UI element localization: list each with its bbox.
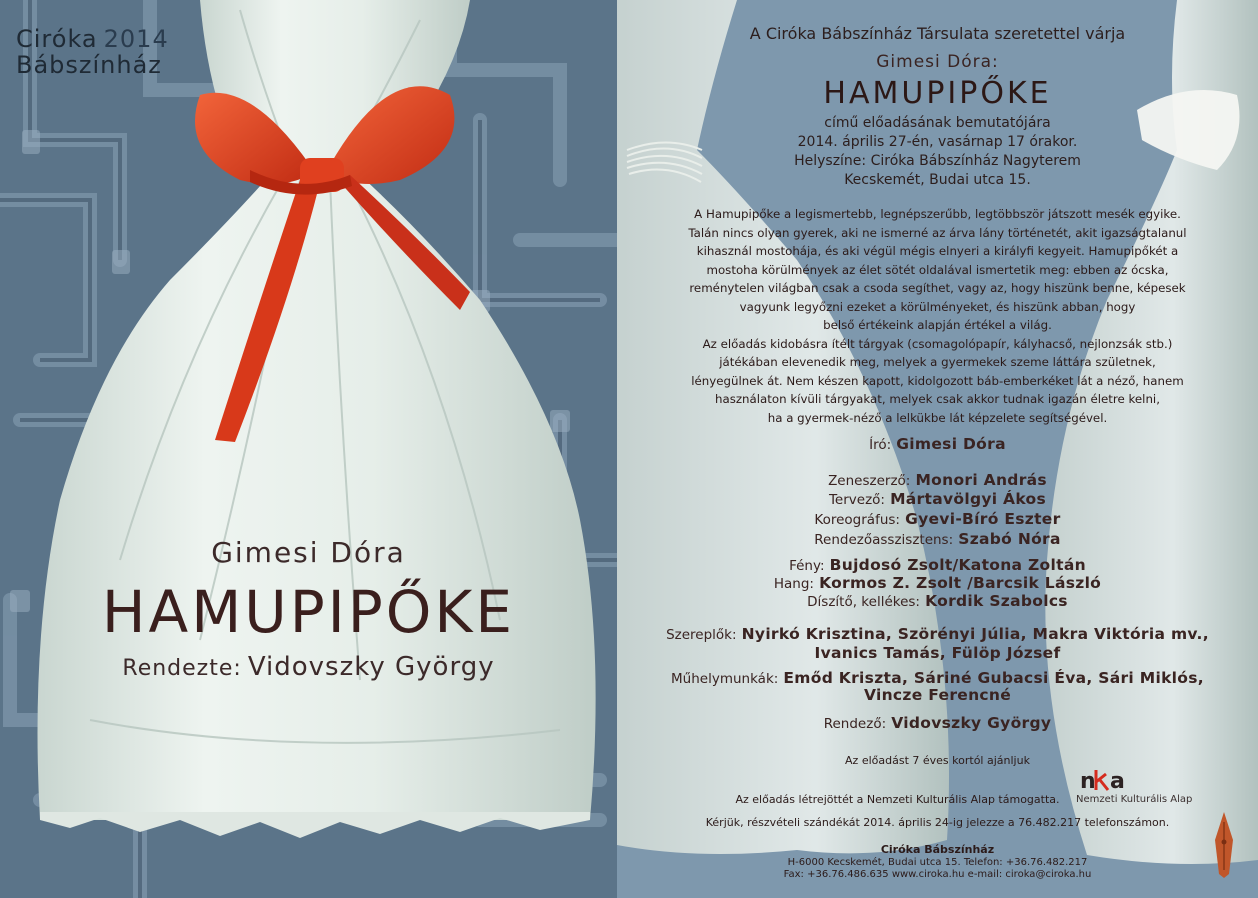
theatre-year: 2014 xyxy=(103,25,169,53)
nka-label: Nemzeti Kulturális Alap xyxy=(1076,794,1193,805)
credit-value: Vidovszky György xyxy=(891,714,1052,732)
credit-designer xyxy=(617,489,1258,508)
synopsis xyxy=(617,205,1258,427)
credit-label: Fény: xyxy=(789,558,825,574)
credit-props xyxy=(617,591,1258,610)
svg-text:a: a xyxy=(1110,769,1125,794)
director-name: Vidovszky György xyxy=(247,652,495,682)
detail-date: 2014. április 27-én, vasárnap 17 órakor. xyxy=(797,134,1078,150)
credit-director xyxy=(617,713,1258,732)
invitation-panel xyxy=(617,0,1258,898)
synopsis-line: kihasznál mostohája, és aki végül mégis elnyeri a királyfi kegyeit. Hamupipőkét a xyxy=(696,244,1179,258)
credit-value: Szabó Nóra xyxy=(958,530,1061,548)
synopsis-line: ha a gyermek-néző a lelkükbe lát képzelete segítségével. xyxy=(767,410,1108,425)
invitation-intro: A Ciróka Bábszínház Társulata szeretettel várja xyxy=(749,24,1126,43)
poster-director xyxy=(0,652,617,682)
credit-label: Rendező: xyxy=(823,716,887,732)
age-note: Az előadást 7 éves kortól ajánljuk xyxy=(845,754,1030,767)
cloth-bag-illustration xyxy=(0,0,617,898)
credit-label: Rendezőasszisztens: xyxy=(814,532,954,548)
credit-assistant xyxy=(617,529,1258,548)
credit-label: Zeneszerző: xyxy=(828,473,911,489)
detail-venue: Helyszíne: Ciróka Bábszínház Nagyterem xyxy=(794,153,1081,169)
support-note: Az előadás létrejöttét a Nemzeti Kulturális Alap támogatta. xyxy=(735,793,1060,806)
credit-value: Nyirkó Krisztina, Szörényi Júlia, Makra Viktória mv., xyxy=(741,625,1209,643)
footer-theatre-name: Ciróka Bábszínház xyxy=(880,843,995,856)
nka-logo xyxy=(1080,766,1130,794)
poster-author: Gimesi Dóra xyxy=(211,536,406,569)
credit-workshop-cont xyxy=(617,685,1258,704)
credit-cast-cont xyxy=(617,643,1258,662)
footer-contact: Fax: +36.76.486.635 www.ciroka.hu e-mail: ciroka@ciroka.hu xyxy=(783,869,1092,880)
credit-value: Gyevi-Bíró Eszter xyxy=(905,510,1061,528)
credit-label: Hang: xyxy=(773,576,814,592)
synopsis-line: használaton kívüli tárgyakat, melyek csak akkor tudnak igazán életre kelni, xyxy=(715,392,1160,406)
credit-value: Kormos Z. Zsolt /Barcsik László xyxy=(819,574,1102,592)
rsvp-note: Kérjük, részvételi szándékát 2014. április 24-ig jelezze a 76.482.217 telefonszámon. xyxy=(705,816,1170,829)
credit-composer xyxy=(617,470,1258,489)
credit-value: Bujdosó Zsolt/Katona Zoltán xyxy=(829,556,1086,574)
synopsis-line: Talán nincs olyan gyerek, aki ne ismerné az árva lány történetét, akit igazságtalanul xyxy=(688,225,1187,240)
credit-value: Kordik Szabolcs xyxy=(925,592,1068,610)
credit-value: Monori András xyxy=(915,471,1047,489)
synopsis-line: lényegülnek át. Nem készen kapott, kidolgozott báb-emberkéket lát a néző, hanem xyxy=(691,373,1184,388)
credit-label: Díszítő, kellékes: xyxy=(807,594,920,610)
credit-label: Koreográfus: xyxy=(814,512,900,528)
credit-cast xyxy=(617,624,1258,643)
credit-choreographer xyxy=(617,509,1258,528)
svg-text:n: n xyxy=(1080,769,1096,794)
footer-address: H-6000 Kecskemét, Budai utca 15. Telefon: +36.76.482.217 xyxy=(787,857,1088,868)
credit-label: Tervező: xyxy=(828,492,885,508)
credit-value: Mártavölgyi Ákos xyxy=(890,490,1047,508)
credit-value: Vincze Ferencné xyxy=(863,686,1012,704)
detail-line: című előadásának bemutatójára xyxy=(824,115,1051,131)
director-label: Rendezte: xyxy=(122,656,242,681)
synopsis-line: belső értékeink alapján értékel a világ. xyxy=(823,318,1052,332)
invitation-title: HAMUPIPŐKE xyxy=(823,76,1052,111)
credit-value: Ivanics Tamás, Fülöp József xyxy=(814,644,1061,662)
poster-title: HAMUPIPŐKE xyxy=(101,578,516,646)
synopsis-line: játékában elevenedik meg, melyek a gyermekek szeme láttára születnek, xyxy=(719,355,1156,369)
synopsis-line: vagyunk legyőzni ezeket a körülményeket, és hiszünk abban, hogy xyxy=(739,299,1136,314)
credit-label: Író: xyxy=(869,437,892,453)
credit-sound xyxy=(617,573,1258,592)
poster-panel xyxy=(0,0,617,898)
theatre-name-line2: Bábszínház xyxy=(16,51,162,79)
synopsis-line: mostoha körülmények az élet sötét oldalával ismertetik meg: ebben az ócska, xyxy=(706,262,1169,277)
credit-label: Műhelymunkák: xyxy=(671,671,779,687)
credit-writer xyxy=(617,434,1258,453)
invitation-author: Gimesi Dóra: xyxy=(876,52,999,72)
detail-address: Kecskemét, Budai utca 15. xyxy=(844,172,1031,188)
synopsis-line: reménytelen világban csak a csoda segíthet, vagy az, hogy hiszünk benne, képesek xyxy=(689,281,1186,295)
synopsis-line: A Hamupipőke a legismertebb, legnépszerűbb, legtöbbször játszott mesék egyike. xyxy=(694,207,1181,221)
credit-value: Gimesi Dóra xyxy=(896,435,1006,453)
theatre-name: Ciróka xyxy=(16,25,98,53)
credit-value: Emőd Kriszta, Sáriné Gubacsi Éva, Sári Miklós, xyxy=(783,669,1204,687)
credit-label: Szereplők: xyxy=(666,627,737,643)
synopsis-line: Az előadás kidobásra ítélt tárgyak (csomagolópapír, kályhacső, nejlonzsák stb.) xyxy=(702,336,1173,351)
credit-light xyxy=(617,555,1258,574)
